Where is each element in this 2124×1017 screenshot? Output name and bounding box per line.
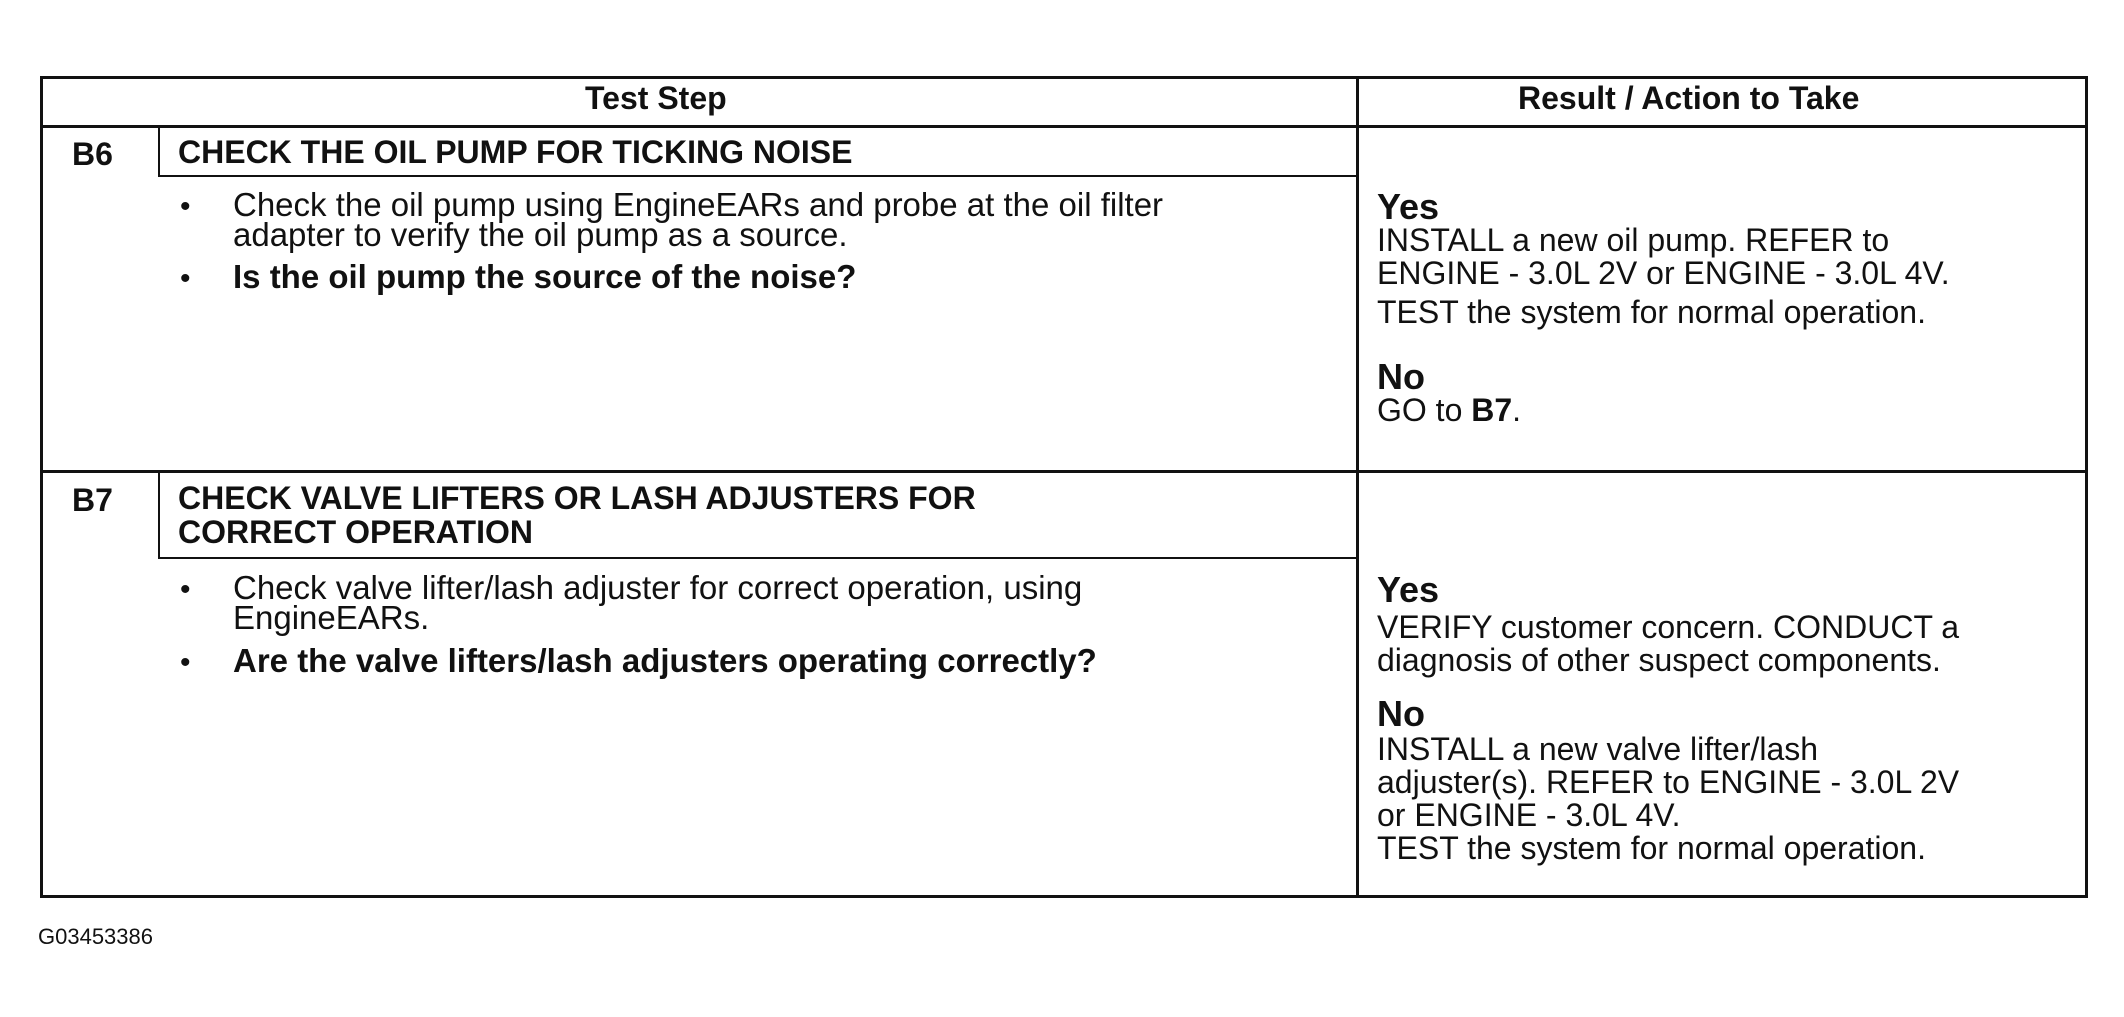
step-question: Is the oil pump the source of the noise? [233, 258, 857, 295]
step-instruction: Check valve lifter/lash adjuster for correct operation, using EngineEARs. [233, 569, 1083, 636]
no-action: INSTALL a new valve lifter/lash adjuster(s). REFER to ENGINE - 3.0L 2V or ENGINE - 3.0L 4V. TEST the system for normal operation. [1377, 731, 1960, 866]
yes-label: Yes [1377, 569, 1440, 610]
bullet-dot: • [180, 646, 191, 679]
b6-code-divider [158, 127, 160, 176]
step-title: CHECK VALVE LIFTERS OR LASH ADJUSTERS FOR CORRECT OPERATION [178, 480, 976, 550]
step-reference: B7 [1471, 392, 1513, 428]
no-action: GO to B7. [1377, 392, 1522, 428]
no-label: No [1377, 356, 1425, 397]
bullet-dot: • [180, 190, 191, 223]
step-instruction: Check the oil pump using EngineEARs and probe at the oil filter adapter to verify the oil pump as a source. [233, 186, 1164, 253]
step-question: Are the valve lifters/lash adjusters operating correctly? [233, 642, 1097, 679]
yes-action: VERIFY customer concern. CONDUCT a diagnosis of other suspect components. [1377, 609, 1960, 678]
yes-action: INSTALL a new oil pump. REFER to ENGINE - 3.0L 2V or ENGINE - 3.0L 4V. TEST the system for normal operation. [1377, 222, 1950, 330]
step-title: CHECK THE OIL PUMP FOR TICKING NOISE [178, 134, 853, 170]
step-code: B7 [72, 482, 113, 518]
bullet-dot: • [180, 262, 191, 295]
step-code: B6 [72, 136, 113, 172]
yes-label: Yes [1377, 186, 1440, 227]
header-result-action: Result / Action to Take [1518, 80, 1860, 116]
header-test-step: Test Step [585, 80, 727, 116]
b6-title-rule [158, 175, 1358, 177]
row-separator [41, 470, 2087, 473]
figure-id: G03453386 [38, 924, 153, 949]
column-divider [1356, 77, 1359, 897]
header-rule [41, 125, 2087, 128]
b7-code-divider [158, 472, 160, 558]
no-label: No [1377, 693, 1425, 734]
b7-title-rule [158, 557, 1358, 559]
bullet-dot: • [180, 573, 191, 606]
